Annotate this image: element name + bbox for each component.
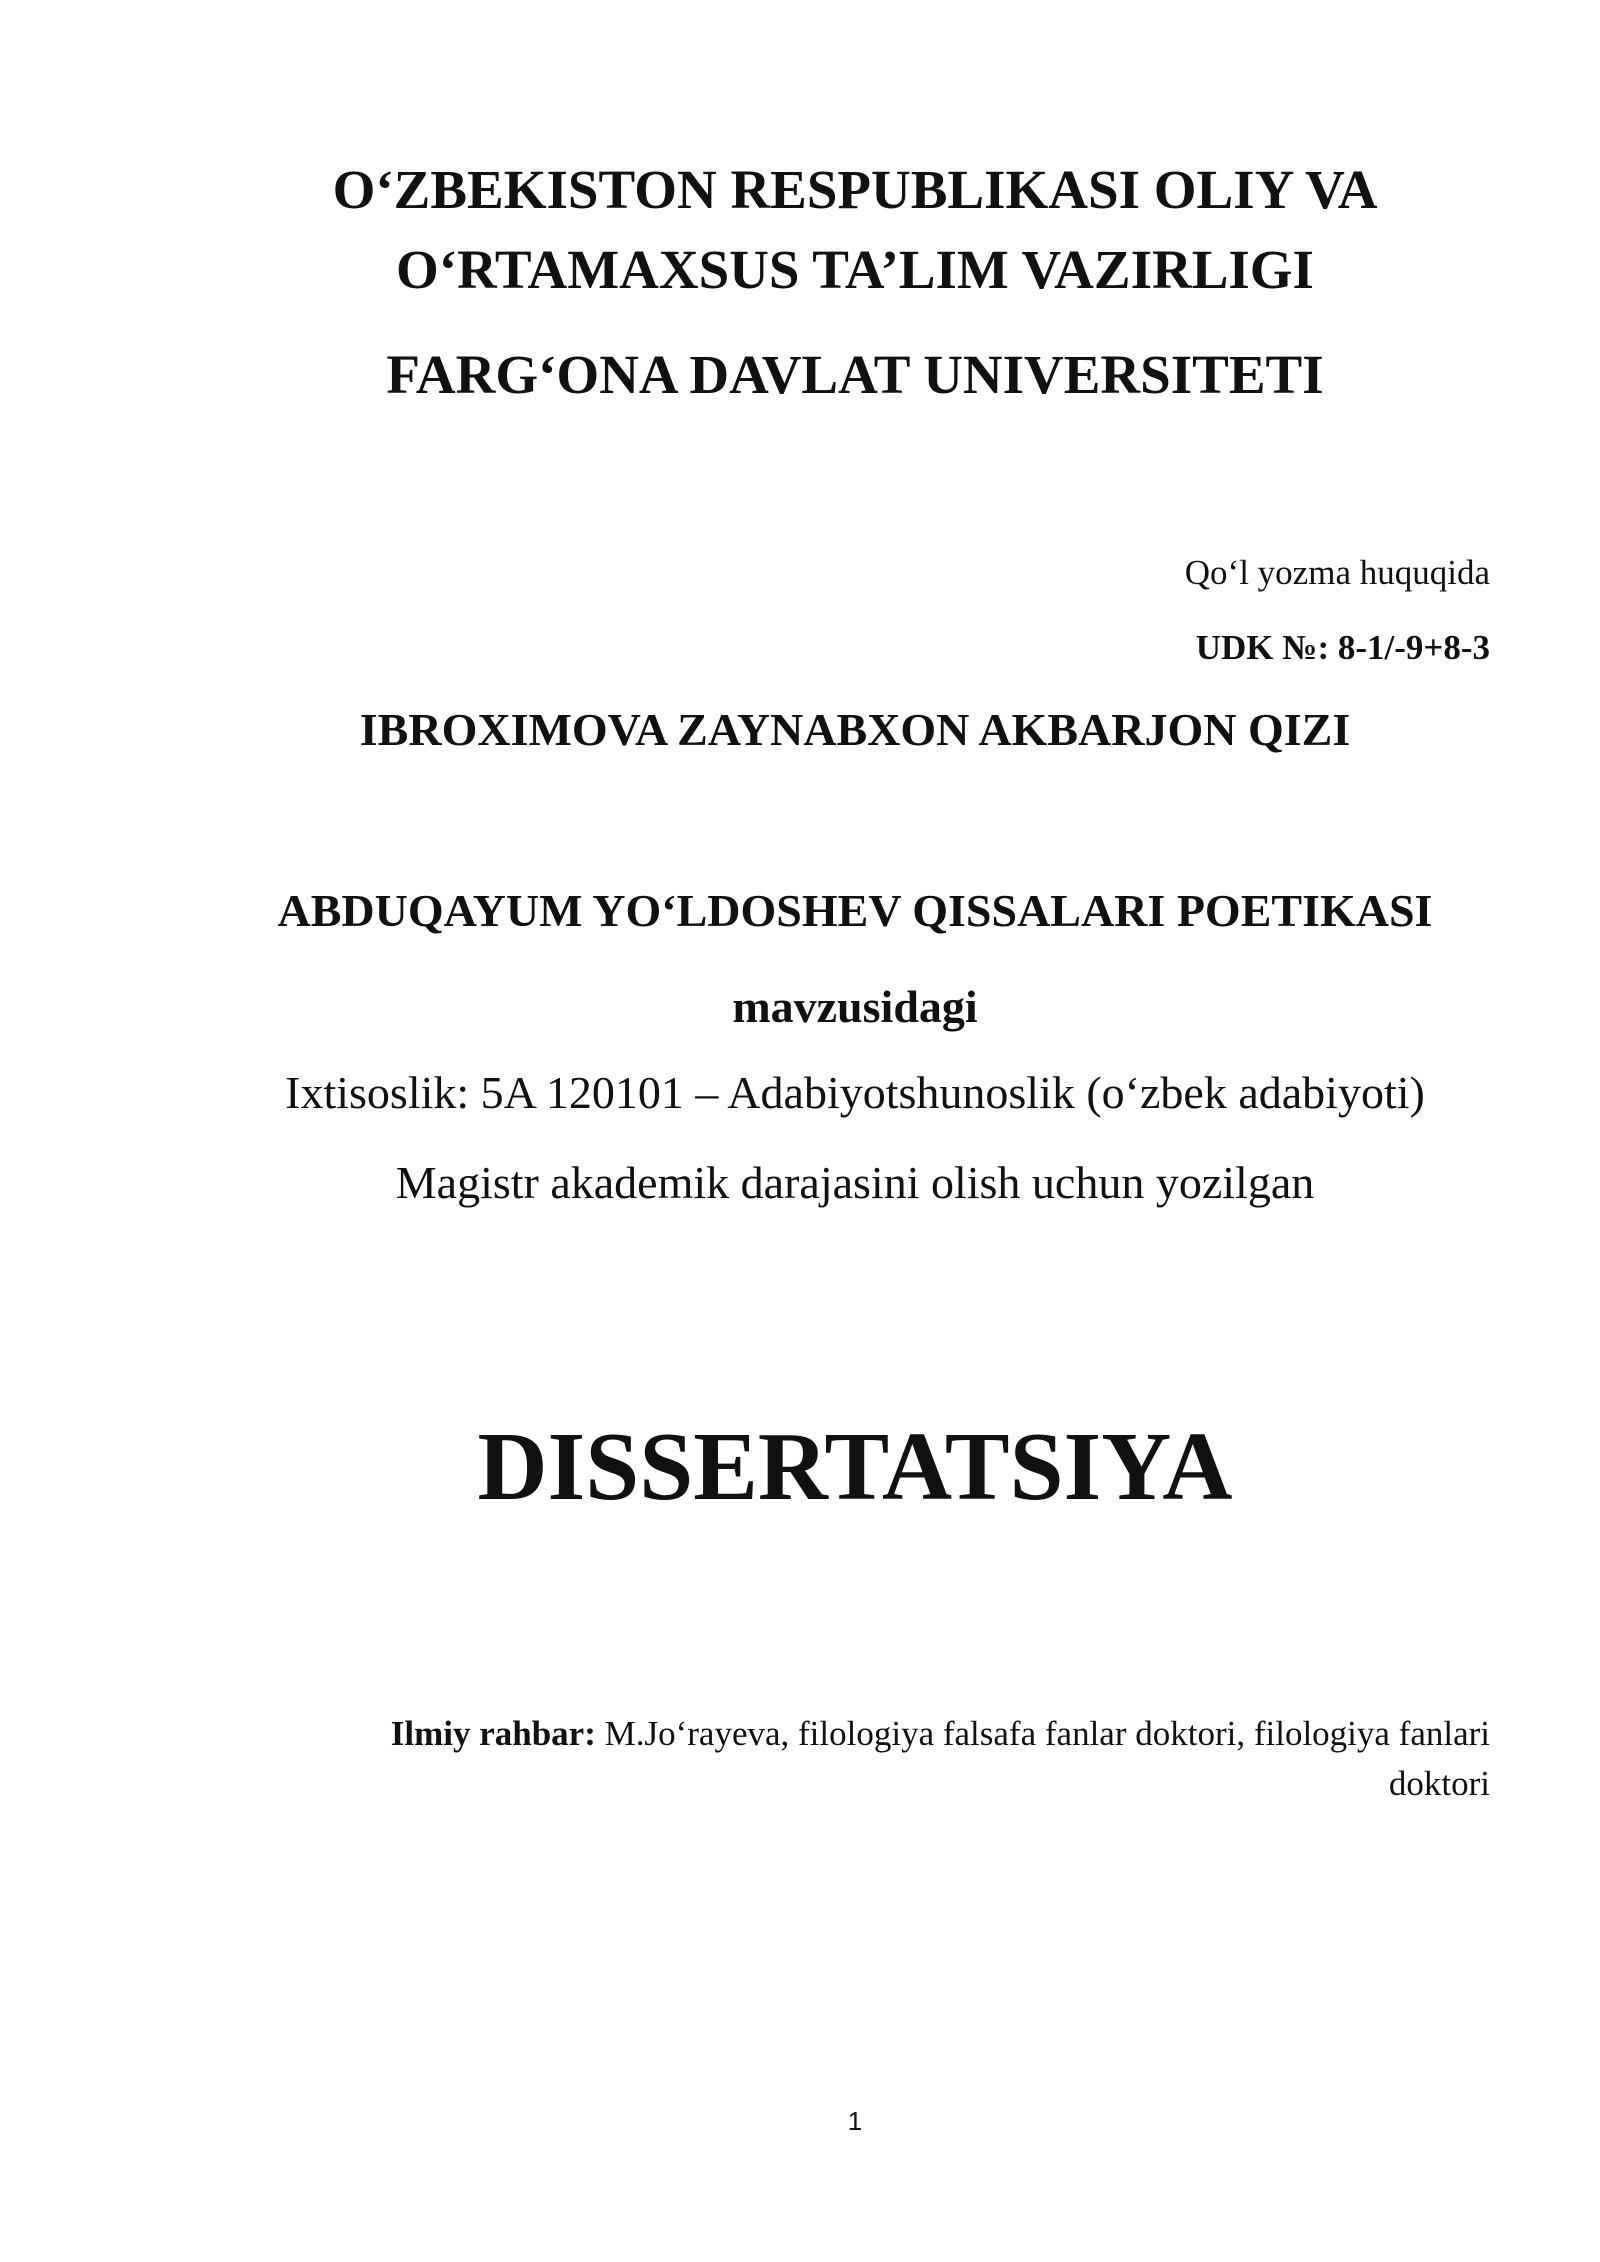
author-name: IBROXIMOVA ZAYNABXON AKBARJON QIZI (359, 704, 1351, 755)
supervisor-line (391, 1716, 1490, 1751)
university-name: FARG‘ONA DAVLAT UNIVERSITETI (386, 344, 1324, 405)
ministry-name-line-2: O‘RTAMAXSUS TA’LIM VAZIRLIGI (396, 239, 1314, 300)
manuscript-rights-note: Qo‘l yozma huquqida (1184, 553, 1490, 592)
thesis-title: ABDUQAYUM YO‘LDOSHEV QISSALARI POETIKASI (277, 885, 1433, 936)
degree-purpose-line: Magistr akademik darajasini olish uchun yozilgan (395, 1157, 1315, 1208)
supervisor-label: Ilmiy rahbar: (390, 1714, 596, 1753)
supervisor-details: M.Jo‘rayeva, filologiya falsafa fanlar doktori, filologiya fanlari (604, 1714, 1490, 1753)
thesis-title-suffix: mavzusidagi (732, 981, 978, 1032)
ministry-name-line-1: O‘ZBEKISTON RESPUBLIKASI OLIY VA (332, 159, 1378, 220)
specialty-line: Ixtisoslik: 5A 120101 – Adabiyotshunoslik (o‘zbek adabiyoti) (285, 1067, 1425, 1118)
document-type-heading: DISSERTATSIYA (477, 1413, 1233, 1520)
page-number: 1 (847, 2106, 863, 2136)
udk-code: UDK №: 8-1/-9+8-3 (1195, 628, 1490, 667)
supervisor-details-continuation: doktori (1388, 1764, 1490, 1803)
